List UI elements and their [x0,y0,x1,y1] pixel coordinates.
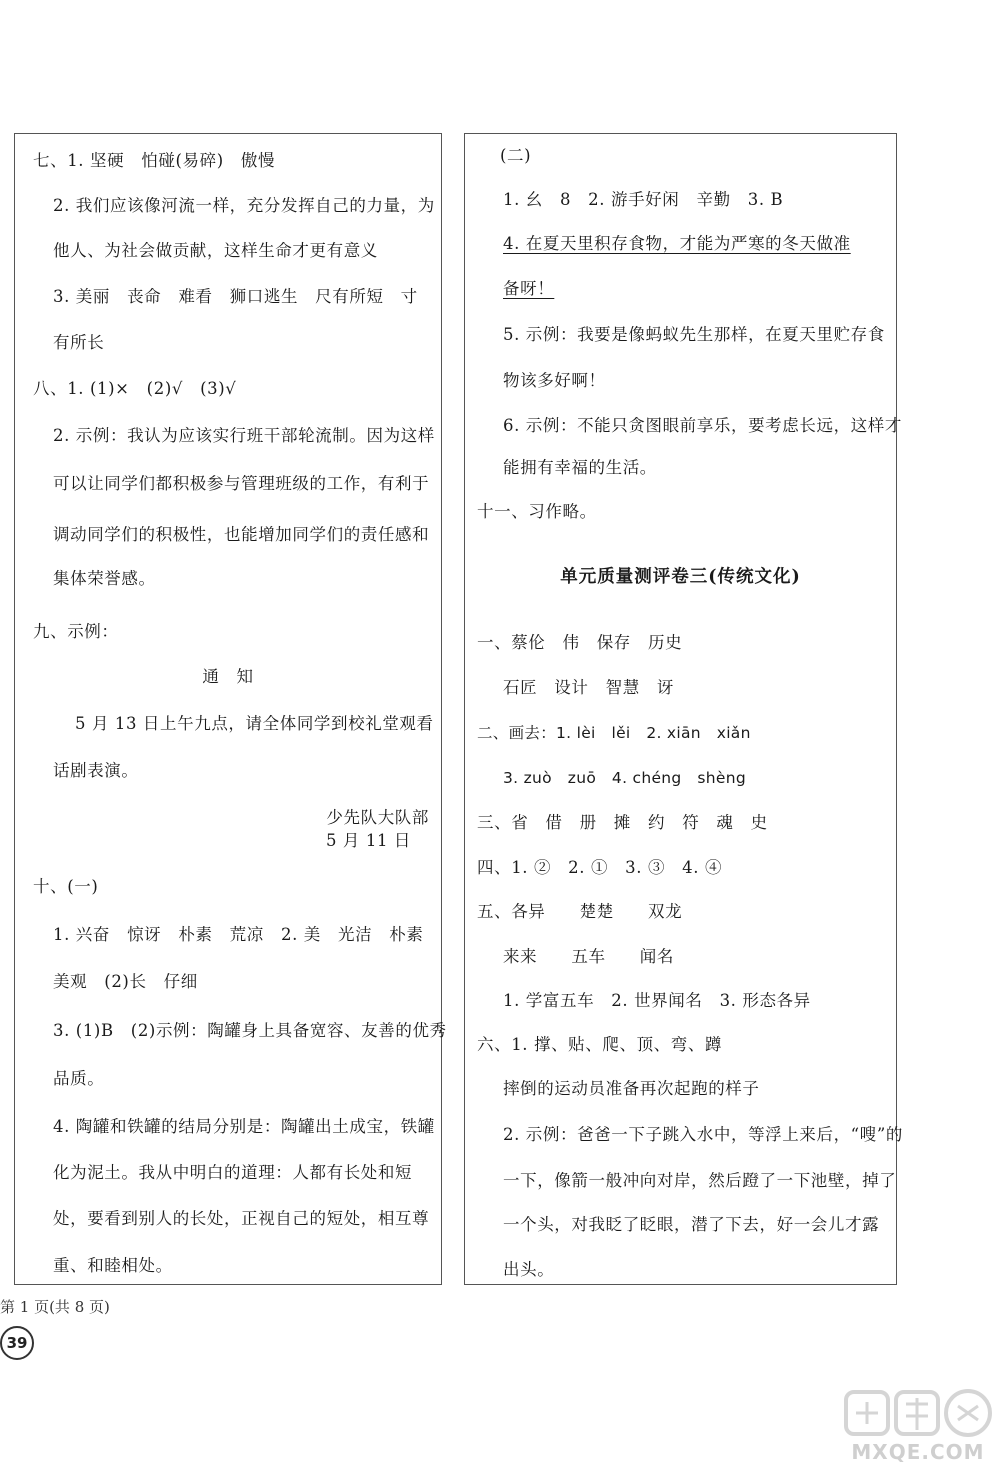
section-2-heading: (二) [500,146,532,165]
q10-line-8: 重、和睦相处。 [53,1256,173,1275]
notice-body-1: 5 月 13 日上午九点，请全体同学到校礼堂观看 [75,714,434,733]
left-answer-column [14,133,447,1285]
q10-line-1: 1. 兴奋 惊讶 朴素 荒凉 2. 美 光洁 朴素 [53,925,424,944]
unit-test-3-title: 单元质量测评卷三(传统文化) [560,567,801,587]
q8-line-5: 集体荣誉感。 [53,569,156,588]
q10-line-4: 品质。 [53,1069,105,1088]
t3-q6-line-2: 摔倒的运动员准备再次起跑的样子 [503,1079,760,1098]
q8-line-3: 可以让同学们都积极参与管理班级的工作，有利于 [53,474,430,493]
s2-line-5: 物该多好啊！ [503,371,606,390]
s2-line-3: 备呀！ [503,279,555,298]
t3-q1-line-2: 石匠 设计 智慧 讶 [503,678,674,697]
t3-q5-line-2: 来来 五车 闻名 [503,947,674,966]
s2-line-4: 5. 示例：我要是像蚂蚁先生那样，在夏天里贮存食 [503,325,885,344]
notice-sender: 少先队大队部 [326,808,429,827]
t3-q2-line-1: 二、画去：1. lèi lěi 2. xiān xiǎn [477,724,751,742]
q7-line-1: 七、1. 坚硬 怕碰(易碎) 傲慢 [33,151,276,170]
t3-q5-line-1: 五、各异 楚楚 双龙 [477,902,683,921]
q8-line-4: 调动同学们的积极性，也能增加同学们的责任感和 [53,525,430,544]
q7-line-4: 3. 美丽 丧命 难看 狮口逃生 尺有所短 寸 [53,287,418,306]
t3-q6-line-3: 2. 示例：爸爸一下子跳入水中，等浮上来后，“嗖”的 [503,1125,903,1144]
t3-q6-line-5: 一个头，对我眨了眨眼，潜了下去，好一会儿才露 [503,1215,880,1234]
q8-line-1: 八、1. (1)× (2)√ (3)√ [33,379,237,398]
q10-line-5: 4. 陶罐和铁罐的结局分别是：陶罐出土成宝，铁罐 [53,1117,435,1136]
t3-q3-line: 三、省 借 册 摊 约 符 魂 史 [477,813,768,832]
s2-line-7: 能拥有幸福的生活。 [503,458,657,477]
right-answer-column [464,133,903,1285]
t3-q1-line-1: 一、蔡伦 伟 保存 历史 [477,633,683,652]
q10-line-7: 处，要看到别人的长处，正视自己的短处，相互尊 [53,1209,430,1228]
q7-line-2: 2. 我们应该像河流一样，充分发挥自己的力量，为 [53,196,435,215]
notice-body-2: 话剧表演。 [53,761,139,780]
t3-q5-line-3: 1. 学富五车 2. 世界闻名 3. 形态各异 [503,991,811,1010]
q10-line-6: 化为泥土。我从中明白的道理：人都有长处和短 [53,1163,413,1182]
page-count-footer: 第 1 页(共 8 页) [0,1298,110,1316]
q8-line-2: 2. 示例：我认为应该实行班干部轮流制。因为这样 [53,426,435,445]
s2-line-2: 4. 在夏天里积存食物，才能为严寒的冬天做准 [503,234,851,253]
q10-heading: 十、(一) [33,877,99,896]
watermark-text: MXQE.COM [851,1440,985,1464]
t3-q6-line-1: 六、1. 撑、贴、爬、顶、弯、蹲 [477,1035,723,1054]
t3-q4-line: 四、1. ② 2. ① 3. ③ 4. ④ [477,858,723,877]
q9-heading: 九、示例： [33,622,119,641]
s2-line-6: 6. 示例：不能只贪图眼前享乐，要考虑长远，这样才 [503,416,902,435]
notice-title: 通 知 [202,667,254,686]
q7-line-5: 有所长 [53,333,105,352]
q7-line-3: 他人、为社会做贡献，这样生命才更有意义 [53,241,378,260]
t3-q6-line-4: 一下，像箭一般冲向对岸，然后蹬了一下池壁，掉了 [503,1171,897,1190]
q10-line-3: 3. (1)B (2)示例：陶罐身上具备宽容、友善的优秀 [53,1021,447,1040]
watermark-icon [838,1386,998,1446]
t3-q2-line-2: 3. zuò zuō 4. chéng shèng [503,769,746,787]
notice-date: 5 月 11 日 [325,831,411,850]
q10-line-2: 美观 (2)长 仔细 [53,972,198,991]
page-number-badge: 39 [0,1326,34,1360]
t3-q6-line-6: 出头。 [503,1260,555,1279]
s2-line-1: 1. 幺 8 2. 游手好闲 辛勤 3. B [503,190,784,209]
watermark-logo [838,1386,998,1468]
q11-line: 十一、习作略。 [477,502,597,521]
